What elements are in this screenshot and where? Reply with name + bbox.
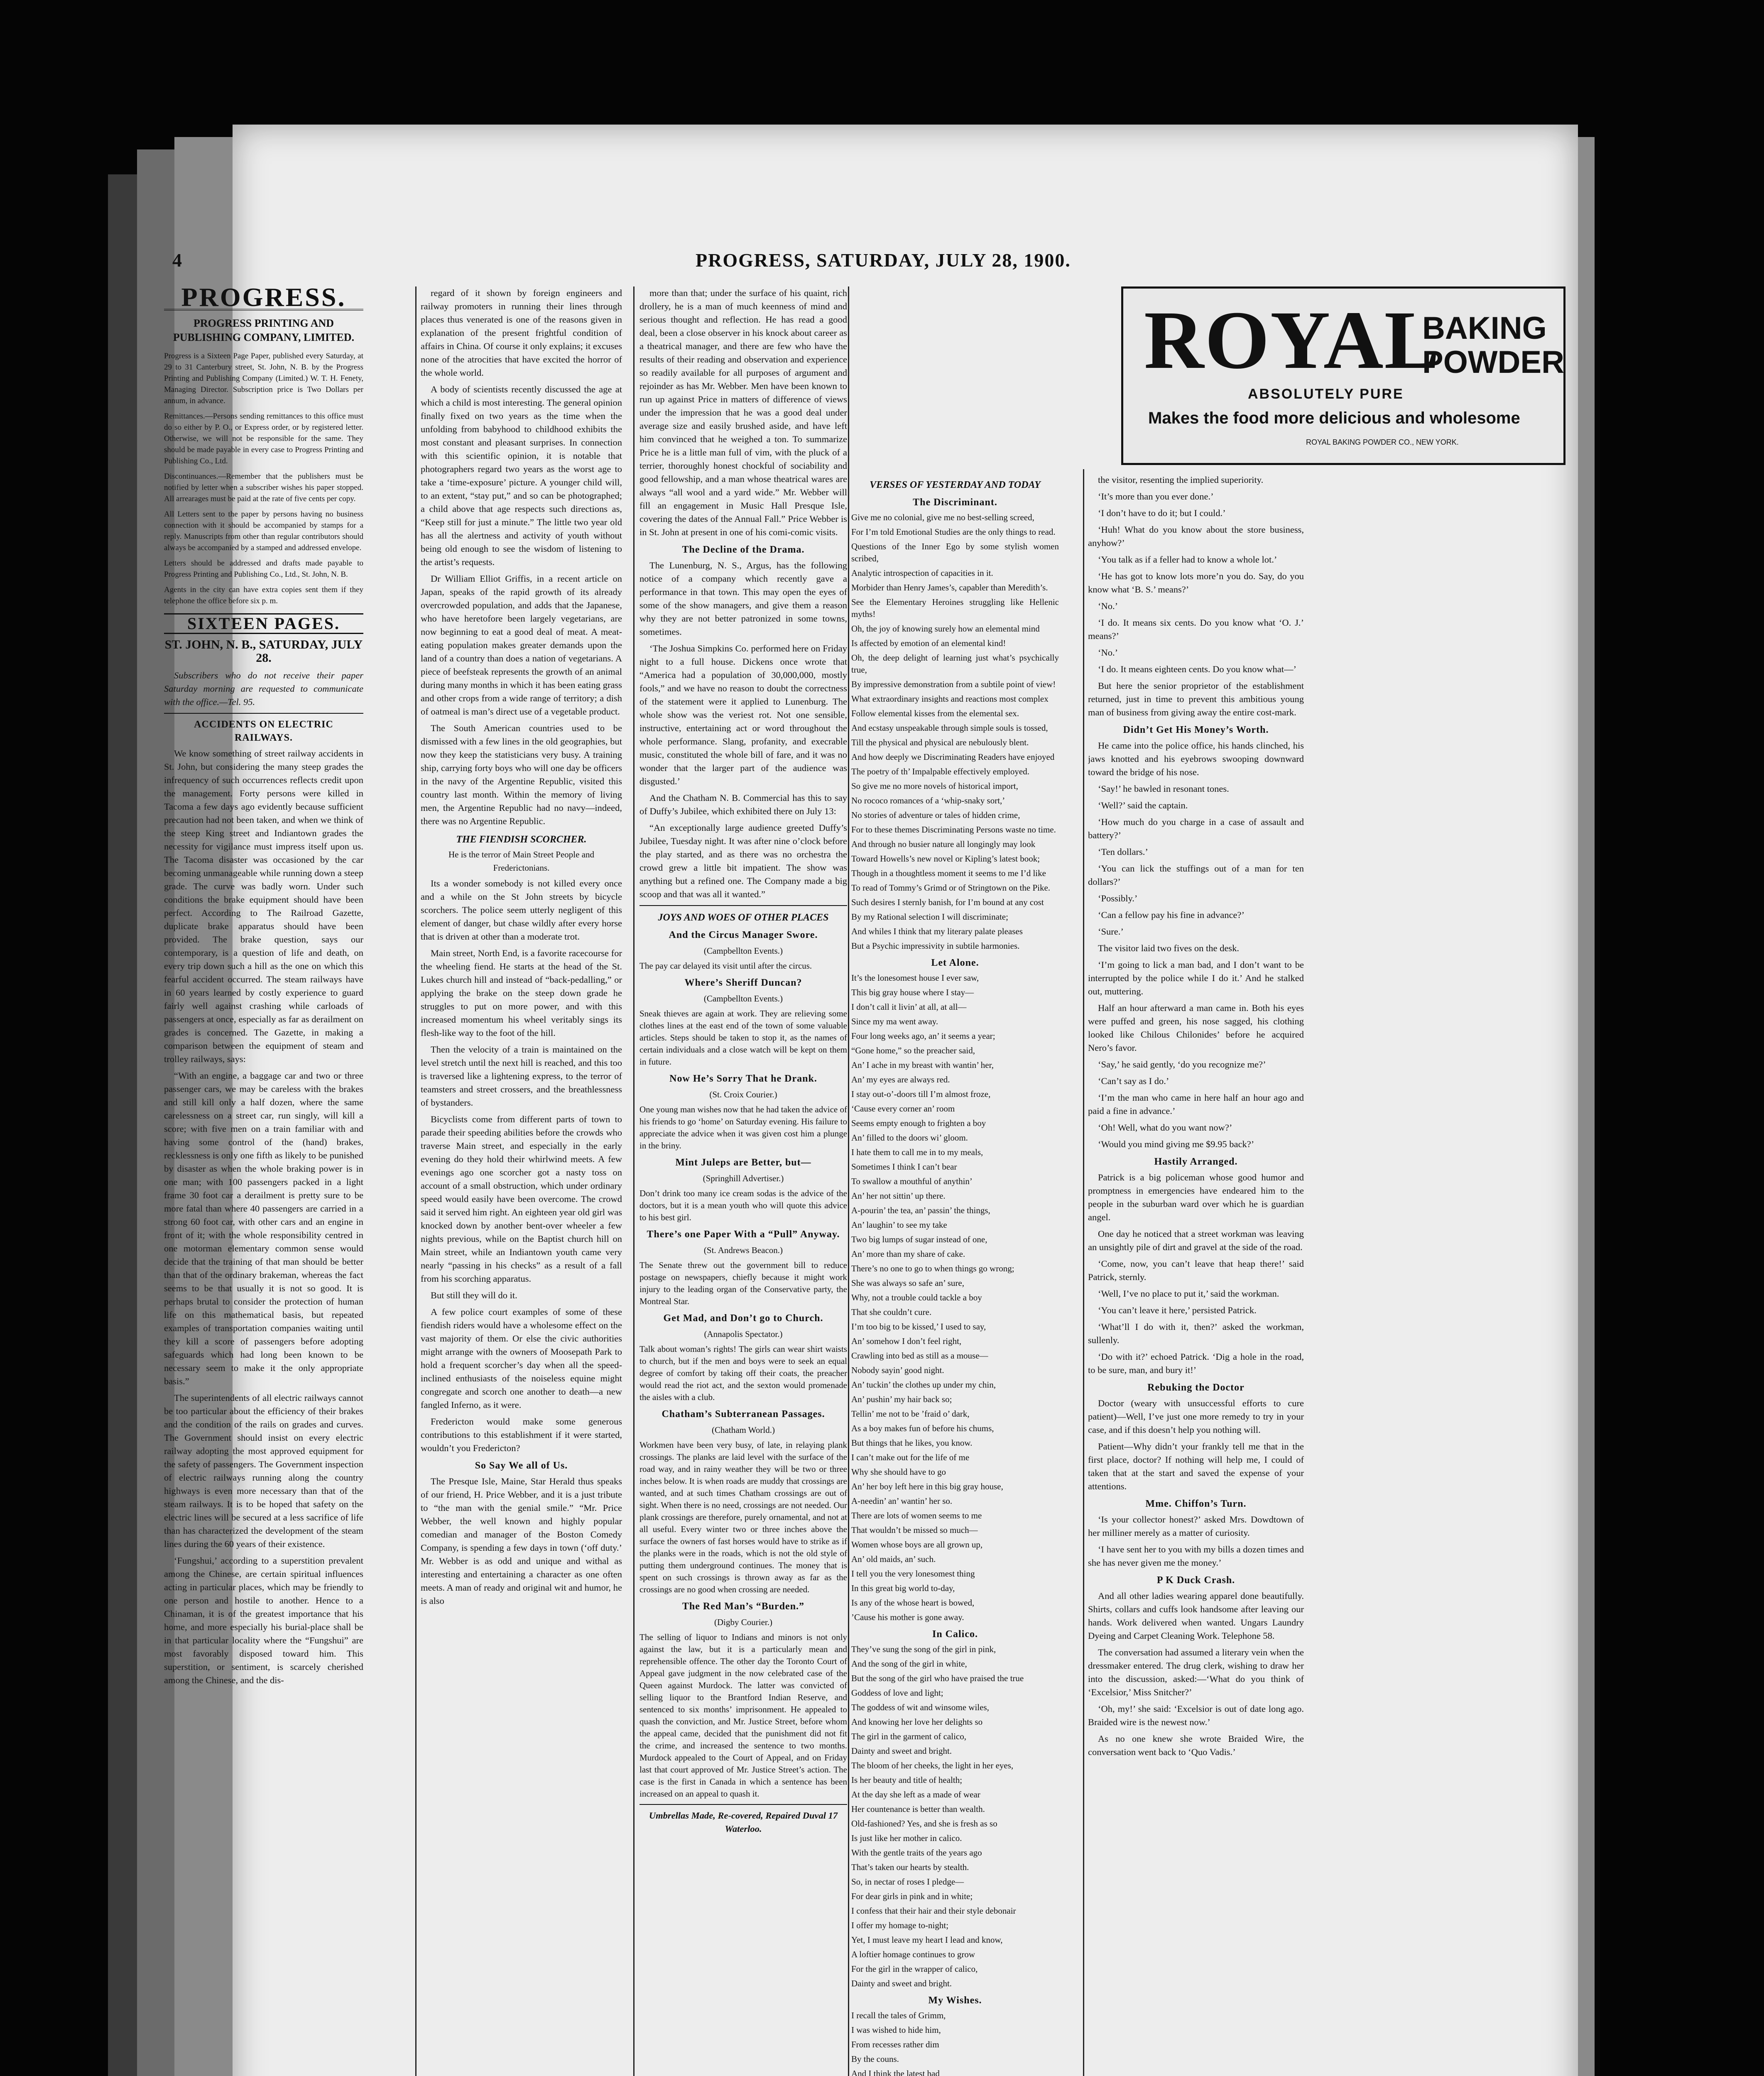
poem-line: But a Psychic impressivity in subtile harmonies.	[851, 941, 1020, 951]
poem-line: In this great big world to-day,	[851, 1583, 955, 1593]
poem-line: Since my ma went away.	[851, 1016, 938, 1026]
poem-line: No stories of adventure or tales of hidden crime,	[851, 810, 1020, 820]
story-line: ‘Huh! What do you know about the store business, anyhow?’	[1088, 524, 1304, 548]
poem-line: No rococo romances of a ‘whip-snaky sort,’	[851, 796, 1005, 805]
advert-footnote: Umbrellas Made, Re-covered, Repaired Duval 17 Waterloo.	[649, 1810, 838, 1834]
poem-line: They’ve sung the song of the girl in pink,	[851, 1644, 996, 1654]
poem-line: But the song of the girl who have praised the true	[851, 1673, 1024, 1683]
poem-line: I hate them to call me in to my meals,	[851, 1147, 983, 1157]
poem-line: Is just like her mother in calico.	[851, 1833, 962, 1843]
poem-line: I stay out-o’-doors till I’m almost froze,	[851, 1089, 991, 1099]
poem-line: And the song of the girl in white,	[851, 1659, 967, 1669]
poem-line: I offer my homage to-night;	[851, 1920, 949, 1930]
poem-line: I recall the tales of Grimm,	[851, 2010, 946, 2020]
section-heading: Mme. Chiffon’s Turn.	[1145, 1498, 1247, 1509]
poem-line: Such desires I sternly banish, for I’m bound at any cost	[851, 897, 1044, 907]
poem-line: Goddess of love and light;	[851, 1688, 943, 1698]
poem-line: An’ her boy left here in this big gray house,	[851, 1481, 1003, 1491]
poem-title: My Wishes.	[928, 1995, 982, 2006]
item-source: (Annapolis Spectator.)	[704, 1329, 783, 1339]
poem-line: I don’t call it livin’ at all, at all—	[851, 1002, 967, 1012]
item-source: (St. Croix Courier.)	[709, 1089, 777, 1099]
item-heading: Get Mad, and Don’t go to Church.	[663, 1313, 823, 1324]
poem-line: With the gentle traits of the years ago	[851, 1848, 982, 1858]
story-line: ‘He has got to know lots more’n you do. Say, do you know what ‘B. S.’ means?’	[1088, 571, 1304, 595]
column-3	[639, 286, 847, 2076]
story-line: ‘I do. It means six cents. Do you know what ‘O. J.’ means?’	[1088, 617, 1304, 641]
article-paragraph: Dr William Elliot Griffis, in a recent article on Japan, speaks of the rapid growth of its already overcrowded population, and adds that the Japanese, who have heretofore been largely vegetarians, are now beginning to eat a good deal of meat. A meat-eating population makes greater demands upon the land of a country than does a nation of vegetarians. A piece of beefsteak represents the growth of an animal during many months in which it has been eating grass and other crops from a wide range of territory; a dish of oatmeal is man’s direct use of a vegetable product.	[421, 573, 622, 717]
story-paragraphs	[1088, 1171, 1304, 1377]
item-text: The Senate threw out the government bill to reduce postage on newspapers, chiefly because it might work injury to the leading organ of the Conservative party, the Montreal Star.	[639, 1260, 847, 1306]
poem-line: Is affected by emotion of an elemental kind!	[851, 638, 1006, 648]
poem-line: Till the physical and physical are nebulously blent.	[851, 737, 1029, 747]
article-paragraph: ‘The Joshua Simpkins Co. performed here on Friday night to a full house. Dickens once wrote that “America had a population of 30,000,000, mostly fools,” and we have no reason to doubt the correctness of the statement were it applied to Lunenburg. The whole show was the veriest rot. Not one sensible, instructive, entertaining act or word throughout the whole performance. Slang, profanity, and execrable music, constituted the whole bill of fare, and it was no wonder that the larger part of the audience was disgusted.’	[639, 643, 847, 786]
poem-line: That wouldn’t be missed so much—	[851, 1525, 978, 1535]
poem-line: Seems empty enough to frighten a boy	[851, 1118, 986, 1128]
poem-title: The Discriminant.	[913, 497, 997, 508]
poem-line: A-needin’ an’ wantin’ her so.	[851, 1496, 953, 1506]
column-rule	[633, 286, 635, 2076]
poem-line: An’ laughin’ to see my take	[851, 1220, 947, 1230]
story-line: ‘You can’t leave it here,’ persisted Patrick.	[1098, 1305, 1257, 1315]
poem-line: By impressive demonstration from a subtile point of view!	[851, 679, 1056, 689]
notice: All Letters sent to the paper by persons having no business connection with it should be accompanied by stamps for a reply. Manuscripts from other than regular contributors should always be accompanied by a stamped and addressed envelope.	[164, 510, 363, 552]
poem-line: Old-fashioned? Yes, and she is fresh as so	[851, 1819, 997, 1829]
item-heading: Where’s Sheriff Duncan?	[684, 977, 802, 988]
notice: Letters should be addressed and drafts made payable to Progress Printing and Publishing Co., Ltd., St. John, N. B.	[164, 559, 363, 579]
article-paragraph: Bicyclists come from different parts of town to parade their speeding abilities before the crowds who traverse Main street, and especially in the early evening do they hold their whirlwind meets. A few evenings ago one scorcher got a nasty toss on account of a small obstruction, which under ordinary speed would easily have been overcome. The crowd said it served him right. An eighteen year old girl was knocked down by another bent-over wheeler a few nights previous, while on the Baptist church hill on Main street, while an Indiantown youth came very nearly “passing in his checks” as a result of a fall from his scorching apparatus.	[421, 1114, 622, 1284]
story-line: ‘Come, now, you can’t leave that heap there!’ said Patrick, sternly.	[1088, 1258, 1304, 1282]
poem-line: The girl in the garment of calico,	[851, 1731, 966, 1741]
ad-brand: ROYAL	[1144, 294, 1441, 386]
poem-line: An’ I ache in my breast with wantin’ her,	[851, 1060, 994, 1070]
article-paragraph: Then the velocity of a train is maintained on the level stretch until the next hill is reached, and this too is traversed like a lightening express, to the terror of teamsters and street crossers, and the breathlessness of bystanders.	[421, 1044, 622, 1108]
poem-line: And knowing her love her delights so	[851, 1717, 983, 1727]
story-line: ‘Say!’ he bawled in resonant tones.	[1098, 783, 1229, 794]
story-line: ‘Sure.’	[1098, 926, 1124, 937]
item-source: (Springhill Advertiser.)	[703, 1173, 784, 1183]
poem-line: It’s the lonesomest house I ever saw,	[851, 973, 979, 983]
poem-line: Why, not a trouble could tackle a boy	[851, 1293, 982, 1302]
section-heading: Didn’t Get His Money’s Worth.	[1123, 725, 1269, 735]
column-1	[164, 286, 363, 2076]
story-line: Doctor (weary with unsuccessful efforts to cure patient)—Well, I’ve just one more remedy to try in your case, and if this doesn’t help you nothing will.	[1088, 1398, 1304, 1435]
story-line: ‘Can a fellow pay his fine in advance?’	[1098, 910, 1245, 920]
article-paragraph: The Presque Isle, Maine, Star Herald thus speaks of our friend, H. Price Webber, and it is a just tribute to “the man with the genial smile.” “Mr. Price Webber, the well known and highly popular comedian and manager of the Boston Comedy Company, is spending a few days in town (‘off duty.’ Mr. Webber is as odd and unique and withal as interesting and entertaining a character as one often meets. A man of ready and original wit and humor, he is also	[421, 1476, 622, 1606]
poem-line: The poetry of th’ Impalpable effectively employed.	[851, 766, 1029, 776]
story-line: One day he noticed that a street workman was leaving an unsightly pile of dirt and gravel at the side of the road.	[1088, 1229, 1304, 1252]
story-line: ‘Say,’ he said gently, ‘do you recognize me?’	[1098, 1059, 1266, 1070]
story-paragraphs	[1088, 1513, 1304, 1569]
page-number: 4	[172, 250, 183, 271]
poem-line: And through no busier nature all longingly may look	[851, 839, 1036, 849]
article-paragraph: regard of it shown by foreign engineers and railway promoters in running their lines through places thus venerated is one of the reasons given in explanation of the present frightful condition of affairs in China. Of course it only explains; it excuses none of the atrocities that have excited the horror of the whole world.	[421, 288, 622, 378]
story-line: ‘Is your collector honest?’ asked Mrs. Dowdtown of her milliner merely as a matter of curiosity.	[1088, 1514, 1304, 1538]
poem-line: The bloom of her cheeks, the light in her eyes,	[851, 1760, 1014, 1770]
ad-product	[1422, 311, 1564, 379]
story-paragraphs	[1088, 473, 1304, 719]
story-line: ‘Well?’ said the captain.	[1098, 800, 1188, 810]
article-paragraph: “With an engine, a baggage car and two or three passenger cars, we may be careless with the brakes and still kill only a half dozen, where the same carelessness on a street car, run singly, will kill a score; with five men on a train familiar with and having some control of the (hand) brakes, recklessness is only one fifth as likely to be punished by disaster as when the whole braking power is in one man; with 100 passengers packed in a light frame 30 foot car a derailment is pretty sure to be more fatal than where 40 passengers are carried in a strong 60 foot car, with other cars and an engine in front of it; with the whole responsibility centred in one motorman elementary common sense would decide that the training of that man should be better than that of the ordinary brakeman, whereas the fact seems to be that usually it is not so good. It is perhaps brutal to consider the protection of human life on this mathematical basis, but repeated examples of transportation companies waiting until they kill a score of passengers before adopting safeguards which had long been known to be necessary seem to make it the only appropriate basis.”	[164, 1070, 363, 1386]
story-paragraphs	[1088, 1397, 1304, 1493]
poem-line: A loftier homage continues to grow	[851, 1949, 975, 1959]
story-line: ‘I have sent her to you with my bills a dozen times and she has never given me the money.’	[1088, 1544, 1304, 1568]
poem-line: That’s taken our hearts by stealth.	[851, 1862, 969, 1872]
story-line: He came into the police office, his hands clinched, his jaws knotted and his eyebrows swooping downward toward the bridge of his nose.	[1088, 740, 1304, 777]
poem-line: ‘Cause every corner an’ room	[851, 1104, 955, 1114]
poem-line: See the Elementary Heroines struggling like Hellenic myths!	[851, 597, 1059, 619]
poem-line: Dainty and sweet and bright.	[851, 1746, 952, 1756]
notices	[164, 350, 363, 607]
poem-line: Crawling into bed as still as a mouse—	[851, 1351, 988, 1361]
story-line: ‘You talk as if a feller had to know a whole lot.’	[1098, 554, 1277, 565]
article-paragraph: The South American countries used to be dismissed with a few lines in the old geographies, but now they keep the statisticians very busy. A training ship, carrying forty boys who will one day be officers in the navy of the Argentine Republic, visited this country last month. Within the memory of living men, the Argentine Republic had no navy—indeed, there was no Argentine Republic.	[421, 723, 622, 826]
column-rule	[415, 286, 416, 2076]
section-heading: The Decline of the Drama.	[682, 544, 805, 555]
poem-line: A-pourin’ the tea, an’ passin’ the things,	[851, 1205, 990, 1215]
poem-line: For to these themes Discriminating Persons waste no time.	[851, 825, 1056, 835]
poem-line: Oh, the joy of knowing surely how an elemental mind	[851, 624, 1040, 634]
article-paragraph: Its a wonder somebody is not killed every once and a while on the St John streets by bicycle scorchers. The police seem utterly negligent of this element of danger, but chase wildly after every horse that is driven at other than a moderate trot.	[421, 878, 622, 942]
poem-line: Is her beauty and title of health;	[851, 1775, 963, 1785]
poem-line: For the girl in the wrapper of calico,	[851, 1964, 978, 1974]
item-text: One young man wishes now that he had taken the advice of his friends to go ‘home’ on Saturday evening. His failure to appreciate the advice when it was given cost him a plunge in the briny.	[639, 1104, 847, 1151]
story-line: ‘It’s more than you ever done.’	[1098, 491, 1214, 502]
poem-line: Yet, I must leave my heart I lead and know,	[851, 1935, 1003, 1945]
poem-line: An’ somehow I don’t feel right,	[851, 1336, 962, 1346]
story-line: ‘No.’	[1098, 601, 1118, 611]
story-line: And all other ladies wearing apparel done beautifully. Shirts, collars and cuffs look handsome after leaving our hands. Work delivered when wanted. Ungars Laundry Dyeing and Carpet Cleaning Work. Telephone 58.	[1088, 1591, 1304, 1641]
story-line: ‘Well, I’ve no place to put it,’ said the workman.	[1098, 1288, 1279, 1299]
item-source: (Chatham World.)	[712, 1425, 775, 1435]
poem-line: So give me no more novels of historical import,	[851, 781, 1018, 791]
divider	[639, 1804, 847, 1805]
item-heading: There’s one Paper With a “Pull” Anyway.	[647, 1229, 840, 1240]
story-line: Patient—Why didn’t your frankly tell me that in the first place, doctor? If nothing will help me, I could of taken that at the start and saved the expense of your attentions.	[1088, 1441, 1304, 1491]
article-paragraph: ‘Fungshui,’ according to a superstition prevalent among the Chinese, are certain spiritual influences acting in particular places, which may be friendly to one person and hostile to another. Hence to a Chinaman, it is of the greatest importance that his home, and more especially his burial-place shall be in that particular locality where the “Fungshui” are most favorably disposed toward him. This superstition, or sentiment, is scarcely cherished among the Chinese, and the dis-	[164, 1555, 363, 1685]
story-line: The conversation had assumed a literary vein when the dressmaker entered. The drug clerk, wishing to draw her into the discussion, asked:—‘What do you think of ‘Excelsior,’ Miss Snitcher?’	[1088, 1647, 1304, 1697]
poem-line: An’ my eyes are always red.	[851, 1075, 950, 1085]
poem-title: Let Alone.	[931, 957, 979, 968]
poem-line: I can’t make out for the life of me	[851, 1452, 970, 1462]
article-paragraph: We know something of street railway accidents in St. John, but considering the many steep grades the infrequency of such occurrences reflects credit upon the management. Forty persons were killed in Tacoma a few days ago evidently because sufficient precaution had not been taken, and when we think of the steep King street and Indiantown grades the necessity for vigilance must impress itself upon us. The Tacoma disaster was occasioned by the car becoming unmanageable while running down a steep grade. The curve was badly worn. Under such conditions the brake equipment should have been perfect. According to The Railroad Gazette, duplicate brake apparatus should have been provided. The brake question, says our contemporary, is a question of life and death, on every trip down such a hill as the one on which this fearful accident occurred. The steam railways have in 60 years learned by costly experience to guard fairly well against crashing while carloads of passengers at once, especially as far as derailment on grades is concerned. The Gazette, in making a comparison between the equipment of steam and trolley railways, says:	[164, 748, 363, 1064]
poem	[851, 972, 1059, 1623]
story-line: ‘Oh! Well, what do you want now?’	[1098, 1122, 1232, 1133]
poem-title: In Calico.	[932, 1629, 978, 1640]
article-paragraph: “An exceptionally large audience greeted Duffy’s Jubilee, Tuesday night. It was after nine o’clock before the play started, and as there was no orchestra the crowd grew a little bit impatient. The show was anything but a refined one. The Company made a big scoop and that was all it wanted.”	[639, 823, 847, 899]
item-source: (Digby Courier.)	[714, 1617, 772, 1627]
poem-line: Is any of the whose heart is bowed,	[851, 1598, 975, 1608]
poem-line: There are lots of women seems to me	[851, 1510, 982, 1520]
poem-line: What extraordinary insights and reactions most complex	[851, 694, 1049, 704]
poem-line: At the day she left as a made of wear	[851, 1790, 980, 1799]
poem-line: So, in nectar of roses I pledge—	[851, 1877, 964, 1887]
poem-line: She was always so safe an’ sure,	[851, 1278, 964, 1288]
running-head	[164, 249, 1264, 274]
article-paragraph: Main street, North End, is a favorite racecourse for the wheeling fiend. He starts at the head of the St. Lukes church hill and instead of “back-pedalling,” or applying the brake on the steep down grade he struggles to put on more power, and with this increased momentum his wheel veritably sings its flesh-like way to the foot of the hill.	[421, 948, 622, 1038]
column-rule	[1083, 469, 1084, 2076]
poem-line: Give me no colonial, give me no best-selling screed,	[851, 512, 1034, 522]
story-line: ‘Oh, my!’ she said: ‘Excelsior is out of date long ago. Braided wire is the newest now.’	[1088, 1704, 1304, 1727]
poem-line: Four long weeks ago, an’ it seems a year;	[851, 1031, 995, 1041]
story-line: ‘I’m the man who came in here half an hour ago and paid a fine in advance.’	[1088, 1092, 1304, 1116]
section-heading: Hastily Arranged.	[1154, 1156, 1238, 1167]
story-line: ‘Possibly.’	[1098, 893, 1138, 903]
item-text: Don’t drink too many ice cream sodas is the advice of the doctors, but it is a mean youth who will quote this advice to his best girl.	[639, 1188, 847, 1222]
section-subheading: He is the terror of Main Street People and Frederictonians.	[448, 849, 595, 873]
column-2	[421, 286, 622, 2076]
poem	[851, 2010, 1059, 2076]
running-title: PROGRESS, SATURDAY, JULY 28, 1900.	[696, 250, 1071, 271]
notice: Agents in the city can have extra copies sent them if they telephone the office before six p. m.	[164, 585, 363, 605]
poem-line: Nobody sayin’ good night.	[851, 1365, 944, 1375]
article-paragraph: And the Chatham N. B. Commercial has this to say of Duffy’s Jubilee, which exhibited there on July 13:	[639, 793, 847, 816]
story-line: ‘You can lick the stuffings out of a man for ten dollars?’	[1088, 863, 1304, 887]
poem-line: An’ pushin’ my hair back so;	[851, 1394, 952, 1404]
poem-line: I tell you the very lonesomest thing	[851, 1569, 975, 1579]
story-line: The visitor laid two fives on the desk.	[1098, 943, 1239, 953]
poem	[851, 512, 1059, 952]
notice: Progress is a Sixteen Page Paper, published every Saturday, at 29 to 31 Canterbury street, St. John, N. B. by the Progress Printing and Publishing Company (Limited.) W. T. H. Fenety, Managing Director. Subscription price is Two Dollars per annum, in advance.	[164, 352, 363, 405]
story-line: the visitor, resenting the implied superiority.	[1098, 475, 1264, 485]
poem-line: Sometimes I think I can’t bear	[851, 1162, 957, 1172]
story-paragraphs	[1088, 739, 1304, 1151]
masthead: PROGRESS.	[164, 286, 363, 311]
column-rule	[848, 286, 849, 2076]
poem-line: There’s no one to go to when things go wrong;	[851, 1263, 1014, 1273]
story-line: ‘How much do you charge in a case of assault and battery?’	[1088, 817, 1304, 840]
story-line: Patrick is a big policeman whose good humor and promptness in emergencies have endeared him to the people in the suburban ward over which he is guardian angel.	[1088, 1172, 1304, 1222]
poem-line: From recesses rather dim	[851, 2039, 939, 2049]
item-text: The selling of liquor to Indians and minors is not only against the law, but it is a particularly mean and reprehensible offence. The other day the Toronto Court of Appeal gave judgment in the now celebrated case of the Queen against Murdock. The latter was convicted of selling liquor to the Brantford Indian Reserve, and sentenced to six months’ imprisonment. He appealed to quash the conviction, and Mr. Justice Street, before whom the appeal came, decided that the punishment did not fit the crime, and increased the sentence to two months. Murdock appealed to the Court of Appeal, and on Friday last that court approved of Mr. Justice Street’s action. The case is the first in Canada in which a sentence has been increased on an appeal to quash it.	[639, 1632, 847, 1799]
story-line: ‘Can’t say as I do.’	[1098, 1076, 1169, 1086]
poem-line: Though in a thoughtless moment it seems to me I’d like	[851, 868, 1046, 878]
story-line: ‘What’ll I do with it, then?’ asked the workman, sullenly.	[1088, 1322, 1304, 1345]
article-paragraph: But still they will do it.	[431, 1290, 517, 1300]
poem-line: And ecstasy unspeakable through simple souls is tossed,	[851, 723, 1048, 733]
sixteen-pages-heading: SIXTEEN PAGES.	[164, 613, 363, 634]
poem-line: ’Cause his mother is gone away.	[851, 1612, 964, 1622]
poem-line: Why she should have to go	[851, 1467, 946, 1477]
ad-powder: POWDER	[1422, 345, 1564, 380]
story-line: Half an hour afterward a man came in. Both his eyes were puffed and green, his nose sagged, his clothing looked like Chilous Chilonides’ before he acquired Nero’s favor.	[1088, 1003, 1304, 1053]
poem-line: This big gray house where I stay—	[851, 987, 974, 997]
poem-line: To swallow a mouthful of anythin’	[851, 1176, 973, 1186]
poem-line: Her countenance is better than wealth.	[851, 1804, 985, 1814]
poem-line: By my Rational selection I will discriminate;	[851, 912, 1008, 922]
poem-line: And I think the latest had	[851, 2069, 940, 2076]
article-paragraph: The superintendents of all electric railways cannot be too particular about the efficiency of their brakes and the condition of the rails on grades and curves. The Government should insist on every electric railway adopting the most approved equipment for the safety of passengers. The Government inspection of electric railways running along the country highways is even more necessary than that of the steam railways. It is to be hoped that safety on the electric lines will be secured at a less sacrifice of life than has characterized the development of the steam lines during the 60 years of their existence.	[164, 1393, 363, 1549]
poem-line: And whiles I think that my literary palate pleases	[851, 926, 1023, 936]
divider	[164, 713, 363, 714]
poem-line: Tellin’ me not to be ’fraid o’ dark,	[851, 1409, 970, 1419]
poem-line: An’ old maids, an’ such.	[851, 1554, 936, 1564]
publisher-line: PROGRESS PRINTING AND PUBLISHING COMPANY, LIMITED.	[173, 317, 355, 343]
article-paragraph: The Lunenburg, N. S., Argus, has the following notice of a company which recently gave a performance in that town. This may open the eyes of some of the show managers, and give them a reason why they are not better patronized in some towns, sometimes.	[639, 560, 847, 637]
poem-line: The goddess of wit and winsome wiles,	[851, 1702, 989, 1712]
poem-line: But things that he likes, you know.	[851, 1438, 973, 1448]
royal-baking-powder-ad	[1121, 286, 1566, 465]
story-line: ‘I do. It means eighteen cents. Do you know what—’	[1098, 664, 1297, 674]
dateline: ST. JOHN, N. B., SATURDAY, JULY 28.	[164, 638, 363, 665]
poem-line: Morbider than Henry James’s, capabler than Meredith’s.	[851, 583, 1048, 592]
subscriber-notice: Subscribers who do not receive their paper Saturday morning are requested to communicate with the office.—Tel. 95.	[164, 670, 363, 707]
poem-line: I confess that their hair and their style debonair	[851, 1906, 1016, 1916]
section-heading: P K Duck Crash.	[1156, 1575, 1235, 1586]
item-text: The pay car delayed its visit until after the circus.	[639, 961, 812, 971]
story-paragraphs	[1088, 1589, 1304, 1759]
poem-line: Questions of the Inner Ego by some stylish women scribed,	[851, 541, 1059, 563]
story-line: ‘Ten dollars.’	[1098, 847, 1148, 857]
item-text: Talk about woman’s rights! The girls can wear shirt waists to church, but if the men and boys were to seek an equal degree of comfort by taking off their coats, the preacher would read the riot act, and the sexton would promenade the aisles with a club.	[639, 1344, 847, 1402]
story-line: But here the senior proprietor of the establishment returned, just in time to prevent this ambitious young man of business from giving away the entire cost-mark.	[1088, 681, 1304, 717]
item-source: (Campbellton Events.)	[703, 994, 783, 1004]
section-heading: JOYS AND WOES OF OTHER PLACES	[658, 912, 829, 923]
poem-line: “Gone home,” so the preacher said,	[851, 1045, 975, 1055]
poem	[851, 1643, 1059, 1990]
story-line: ‘I’m going to lick a man bad, and I don’t want to be interrupted by the police while I do it.’ And he stalked out, muttering.	[1088, 960, 1304, 996]
item-heading: Chatham’s Subterranean Passages.	[662, 1409, 825, 1420]
poem-line: Dainty and sweet and bright.	[851, 1978, 952, 1988]
story-line: As no one knew she wrote Braided Wire, the conversation went back to ‘Quo Vadis.’	[1088, 1733, 1304, 1757]
poem-line: An’ more than my share of cake.	[851, 1249, 965, 1259]
joys-list	[639, 928, 847, 1800]
poem-line: To read of Tommy’s Grimd or of Stringtown on the Pike.	[851, 883, 1051, 893]
article-paragraph: A few police court examples of some of these fiendish riders would have a wholesome effect on the vast majority of them. Or else the civic authorities might arrange with the owners of Moosepath Park to hold a frequent scorcher’s day when all the speed-inclined enthusiasts of the noiseless equine might congregate and scorch one another to death—a new fangled Inferno, as it were.	[421, 1307, 622, 1410]
divider	[639, 905, 847, 906]
column-4	[851, 473, 1059, 2076]
poem-line: Follow elemental kisses from the elemental sex.	[851, 708, 1019, 718]
poem-line: I was wished to hide him,	[851, 2025, 941, 2035]
poem-line: As a boy makes fun of before his chums,	[851, 1423, 994, 1433]
poem-line: Women whose boys are all grown up,	[851, 1540, 983, 1550]
item-text: Workmen have been very busy, of late, in relaying plank crossings. The planks are laid level with the surface of the road way, and in rainy weather they will be two or three inches below. It is when roads are muddy that crossings are wanted, and at such times Chatham crossings are out of sight. When there is no need, crossings are not needed. Our plank crossings are therefore, purely ornamental, and not at all useful. Every winter two or three inches above the surface the owners of fast horses would have to strike as if the planks were in the roads, which is not the old style of putting them underground continues. The money that is spent on such crossings is thrown away as far as the crossings are no good when crossing are needed.	[639, 1440, 847, 1594]
poem-line: For dear girls in pink and in white;	[851, 1891, 973, 1901]
section-heading: So Say We all of Us.	[475, 1460, 568, 1471]
item-heading: Now He’s Sorry That he Drank.	[669, 1073, 817, 1084]
story-line: ‘Do with it?’ echoed Patrick. ‘Dig a hole in the road, to be sure, man, and bury it!’	[1088, 1351, 1304, 1375]
poem-line: An’ her not sittin’ up there.	[851, 1191, 946, 1201]
item-heading: And the Circus Manager Swore.	[669, 930, 818, 940]
item-source: (St. Andrews Beacon.)	[703, 1245, 783, 1255]
article-paragraph: Fredericton would make some generous contributions to this establishment if it were started, wouldn’t you Fredericton?	[421, 1416, 622, 1453]
poem-line: Analytic introspection of capacities in it.	[851, 568, 993, 578]
ad-tagline: Makes the food more delicious and wholesome	[1148, 409, 1520, 427]
section-heading: VERSES OF YESTERDAY AND TODAY	[870, 480, 1041, 490]
article-paragraph: A body of scientists recently discussed the age at which a child is most interesting. The general opinion finally fixed on two years as the time when the unfolding from babyhood to childhood exhibits the most constant and pleasant surprises. In connection with this scientific opinion, it is notable that photographers regard two years as the worst age to take a ‘time-exposure’ picture. A younger child will, to an extent, “stay put,” and so can be photographed; a child above that age respects such directions as, “Keep still for just a minute.” The little two year old has all the alertness and activity of youth without being old enough to see the wisdom of listening to the artist’s requests.	[421, 384, 622, 567]
ad-pure: ABSOLUTELY PURE	[1248, 386, 1404, 402]
article-paragraph: more than that; under the surface of his quaint, rich drollery, he is a man of much keenness of mind and serious thought and reflection. He has read a good deal, been a close observer in his knock about career as a theatrical manager, and there are few who have the results of their reading and observation and experience so readily available for all purposes of argument and rejoinder as has Mr. Webber. Men have been known to run up against Price in matters of difference of views under the impression that he was a good deal under average size and easily brushed aside, and have left him convinced that he weighed a ton. To summarize Price he is a little man full of vim, with the pluck of a terrier, thoroughly honest chockful of sociability and good fellowship, and a man whose theatrical wares are always “all wool and a yard wide.” Mr. Webber will fill an engagement in Music Hall Presque Isle, covering the dates of the Annual Fall.” Price Webber is in St. John at present in one of his comi-comic visits.	[639, 288, 847, 537]
item-source: (Campbellton Events.)	[703, 946, 783, 956]
item-text: Sneak thieves are again at work. They are relieving some clothes lines at the east end of the town of some valuable articles. Steps should be taken to stop it, as the names of certain individuals and a close watch will be kept on them in future.	[639, 1009, 847, 1067]
section-heading: Rebuking the Doctor	[1147, 1382, 1245, 1393]
poem-line: Oh, the deep delight of learning just what’s psychically true,	[851, 653, 1059, 675]
poem-line: Toward Howells’s new novel or Kipling’s latest book;	[851, 854, 1040, 864]
story-line: ‘Would you mind giving me $9.95 back?’	[1098, 1139, 1254, 1149]
ad-baking: BAKING	[1422, 311, 1547, 346]
poem-line: For I’m told Emotional Studies are the only things to read.	[851, 527, 1056, 537]
column-5	[1088, 473, 1304, 2076]
item-heading: Mint Juleps are Better, but—	[675, 1157, 811, 1168]
article-heading: ACCIDENTS ON ELECTRIC RAILWAYS.	[194, 719, 333, 743]
poem-line: An’ filled to the doors wi’ gloom.	[851, 1133, 968, 1143]
poem-line: I’m too big to be kissed,’ I used to say,	[851, 1322, 986, 1332]
notice: Remittances.—Persons sending remittances to this office must do so either by P. O., or Express order, or by registered letter. Otherwise, we will not be responsible for the same. They should be made payable in every case to Progress Printing and Publishing Co., Ltd.	[164, 412, 363, 465]
poem-line: That she couldn’t cure.	[851, 1307, 932, 1317]
notice: Discontinuances.—Remember that the publishers must be notified by letter when a subscriber wishes his paper stopped. All arrearages must be paid at the rate of five cents per copy.	[164, 472, 363, 503]
poem-line: Two big lumps of sugar instead of one,	[851, 1234, 987, 1244]
story-line: ‘I don’t have to do it; but I could.’	[1098, 508, 1226, 518]
poem-line: An’ tuckin’ the clothes up under my chin,	[851, 1380, 996, 1390]
section-heading: THE FIENDISH SCORCHER.	[456, 834, 587, 845]
story-line: ‘No.’	[1098, 647, 1118, 658]
item-heading: The Red Man’s “Burden.”	[682, 1601, 805, 1612]
poem-line: And how deeply we Discriminating Readers have enjoyed	[851, 752, 1055, 762]
poem-line: By the couns.	[851, 2054, 899, 2064]
ad-company: ROYAL BAKING POWDER CO., NEW YORK.	[1306, 438, 1459, 446]
